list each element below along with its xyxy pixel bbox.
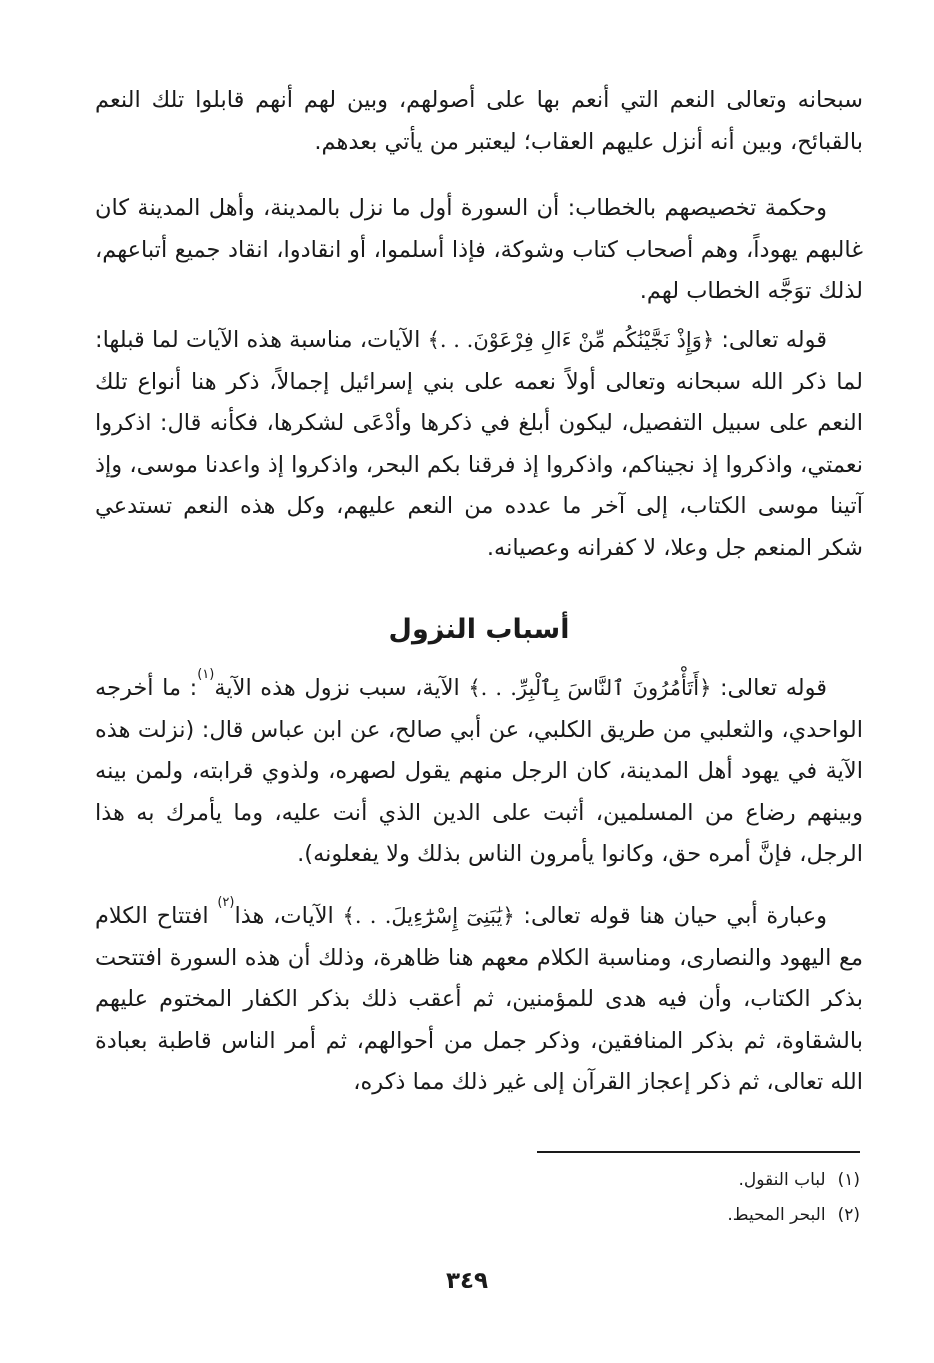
paragraph-4-body: : ما أخرجه الواحدي، والثعلبي من طريق الكلبي، عن أبي صالح، عن ابن عباس قال: (نزلت هذه الآية في يهود أهل المدينة، كان الرجل منهم يقول لصهره، ولذوي قرابته، ولمن بينه وبينهم رضاع من المسلمين، أثبت على الدين الذي أنت عليه، وما يأمرك به هذا الرجل، فإنَّ أمره حق، وكانوا يأمرون الناس بذلك ولا يفعلونه). — [95, 675, 863, 867]
paragraph-2 — [95, 188, 863, 313]
paragraph-1-text: سبحانه وتعالى النعم التي أنعم بها على أصولهم، وبين لهم أنهم قابلوا تلك النعم بالقبائح، وبين أنه أنزل عليهم العقاب؛ ليعتبر من يأتي بعدهم. — [95, 87, 863, 155]
paragraph-4-lead: قوله تعالى: — [711, 675, 828, 701]
paragraph-4 — [95, 668, 863, 876]
footnote-1-text: لباب النقول. — [738, 1170, 826, 1190]
footnote-2-text: البحر المحيط. — [727, 1205, 826, 1225]
paragraph-5-mid: الآيات، هذا — [234, 903, 343, 929]
footnote-ref-2: (٢) — [217, 895, 235, 910]
footnote-divider — [537, 1151, 860, 1153]
quran-verse-3: ﴿يَٰبَنِىٓ إِسْرَٰٓءِيلَ. . .﴾ — [342, 904, 515, 928]
paragraph-3-text — [95, 320, 863, 569]
footnote-1 — [440, 1163, 860, 1198]
paragraph-4-mid: الآية، سبب نزول هذه الآية — [214, 675, 469, 701]
paragraph-5-body: افتتاح الكلام مع اليهود والنصارى، ومناسبة الكلام معهم هنا ظاهرة، وذلك أن هذه السورة افتتحت بذكر الكتاب، وأن فيه هدى للمؤمنين، ثم أعقب ذلك بذكر الكفار المختوم عليهم بالشقاوة، ثم بذكر المنافقين، وذكر جمل من أحوالهم، ثم أمر الناس قاطبة بعبادة الله تعالى، ثم ذكر إعجاز القرآن إلى غير ذلك مما ذكره، — [95, 903, 863, 1095]
paragraph-2-text — [95, 188, 863, 313]
page-number: ٣٤٩ — [445, 1268, 489, 1294]
paragraph-3-body: الآيات، مناسبة هذه الآيات لما قبلها: لما ذكر الله سبحانه وتعالى أولاً نعمه على بني إسرائيل إجمالاً، ذكر هنا أنواع تلك النعم على سبيل التفصيل، ليكون أبلغ في ذكرها وأدْعَى لشكرها، فكأنه قال: اذكروا نعمتي، واذكروا إذ نجيناكم، واذكروا إذ فرقنا بكم البحر، واذكروا إذ واعدنا موسى، وإذ آتينا موسى الكتاب، إلى آخر ما عدده من النعم عليهم، وكل هذه النعم تستدعي شكر المنعم جل وعلا، لا كفرانه وعصيانه. — [95, 327, 863, 561]
footnote-ref-1: (١) — [197, 667, 215, 682]
footnote-2-number: (٢) — [837, 1205, 860, 1225]
footnotes — [440, 1163, 860, 1233]
section-heading: أسباب النزول — [388, 614, 570, 645]
paragraph-1 — [95, 80, 863, 163]
quran-verse-2: ﴿أَتَأْمُرُونَ ٱلنَّاسَ بِٱلْبِرِّ. . .﴾ — [468, 676, 712, 700]
footnote-2 — [440, 1198, 860, 1233]
footnote-1-number: (١) — [837, 1170, 860, 1190]
paragraph-4-text — [95, 668, 863, 876]
paragraph-5-text — [95, 896, 863, 1104]
paragraph-5-lead: وعبارة أبي حيان هنا قوله تعالى: — [514, 903, 827, 929]
paragraph-5 — [95, 896, 863, 1104]
quran-verse-1: ﴿وَإِذْ نَجَّيْنَٰكُم مِّنْ ءَالِ فِرْعَوْنَ. . .﴾ — [427, 328, 715, 352]
paragraph-2-body: وحكمة تخصيصهم بالخطاب: أن السورة أول ما نزل بالمدينة، وأهل المدينة كان غالبهم يهوداً، وهم أصحاب كتاب وشوكة، فإذا أسلموا، أو انقادوا، انقاد جميع أتباعهم، لذلك توَجَّه الخطاب لهم. — [95, 195, 863, 304]
paragraph-3 — [95, 320, 863, 569]
paragraph-3-lead: قوله تعالى: — [714, 327, 828, 353]
